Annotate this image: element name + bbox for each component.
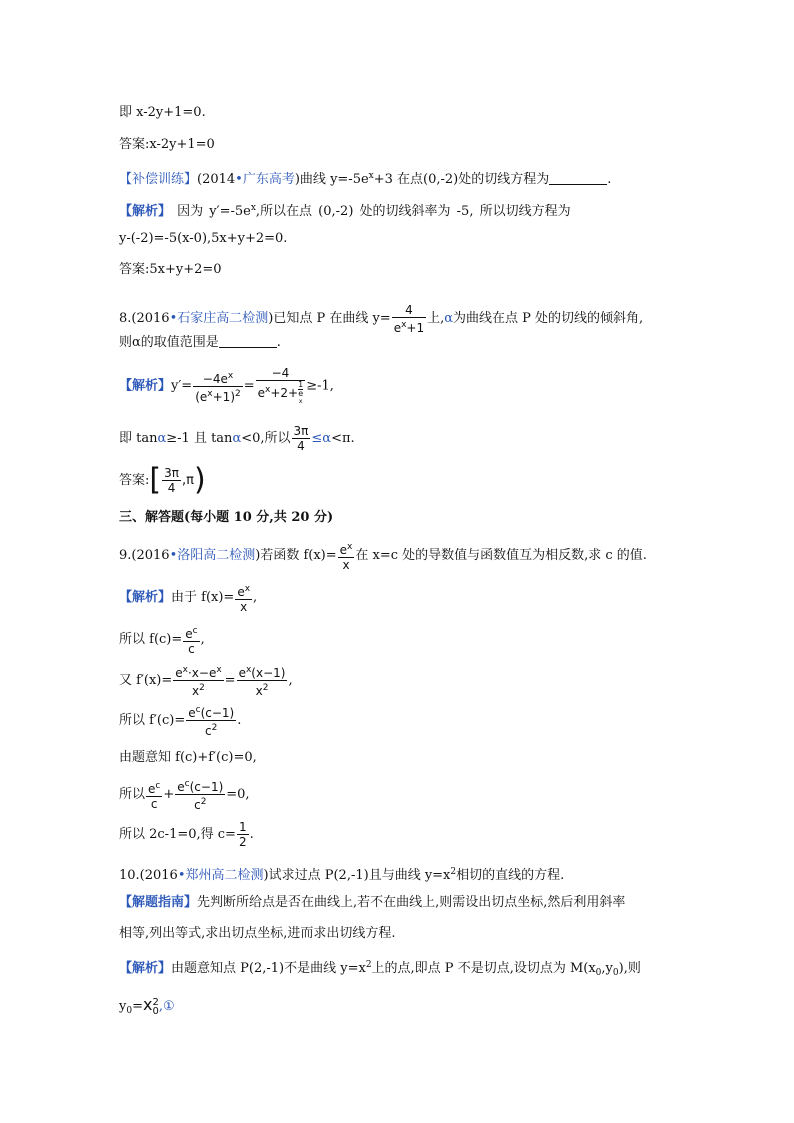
denominator: c bbox=[188, 641, 195, 656]
numerator: 1 bbox=[238, 820, 247, 834]
text: x bbox=[143, 995, 153, 1014]
text: 即 x-2y+1=0. bbox=[119, 105, 206, 120]
denominator bbox=[186, 721, 236, 738]
text: (c−1) bbox=[189, 780, 224, 794]
numerator: 1 bbox=[298, 380, 304, 389]
question-10 bbox=[119, 862, 564, 886]
right-paren: ) bbox=[193, 462, 206, 498]
sup: 2 bbox=[199, 683, 205, 693]
denominator: x bbox=[342, 557, 350, 572]
answer-8 bbox=[119, 463, 206, 499]
sup: x bbox=[227, 370, 234, 381]
text: c bbox=[205, 724, 212, 738]
text: )曲线 y=-5e bbox=[294, 172, 369, 187]
text: ,y bbox=[601, 961, 613, 976]
sup: c bbox=[195, 705, 201, 715]
source: 洛阳高二检测 bbox=[177, 548, 256, 563]
sup: 2 bbox=[450, 867, 457, 877]
text: ),则 bbox=[618, 961, 641, 976]
sup: x bbox=[401, 319, 407, 330]
text: + bbox=[163, 787, 175, 802]
numerator bbox=[237, 663, 288, 681]
sup: 2 bbox=[262, 683, 269, 693]
tag-analysis: 【解析】 bbox=[119, 204, 172, 219]
sup: c bbox=[155, 780, 161, 791]
sub: 0 bbox=[612, 968, 619, 978]
supplementary-analysis-cont bbox=[119, 229, 287, 249]
sup: x bbox=[207, 388, 213, 399]
text: = bbox=[224, 673, 236, 688]
sub: 0 bbox=[126, 1006, 133, 1016]
question-8-cont bbox=[119, 333, 281, 353]
fraction bbox=[173, 663, 223, 698]
fraction bbox=[256, 366, 306, 406]
denominator: x bbox=[240, 599, 248, 614]
denominator bbox=[298, 390, 303, 406]
text: )若函数 f(x)= bbox=[255, 548, 337, 563]
text: y′= bbox=[171, 378, 193, 394]
numerator bbox=[146, 779, 162, 797]
text: 答案: bbox=[119, 473, 150, 488]
denominator: 4 bbox=[297, 439, 305, 453]
text: (2014 bbox=[197, 172, 236, 187]
text: e bbox=[257, 386, 266, 400]
text: 上的点,即点 P 不是切点,设切点为 M(x bbox=[371, 961, 596, 976]
sup: c bbox=[192, 625, 198, 636]
text: 三、解答题(每小题 10 分,共 20 分) bbox=[119, 510, 334, 525]
text: 则α的取值范围是 bbox=[119, 335, 219, 350]
sub: 0 bbox=[595, 968, 602, 978]
left-bracket: [ bbox=[149, 462, 162, 498]
text: <π. bbox=[331, 431, 355, 446]
guide-10-cont bbox=[119, 924, 396, 944]
sub: 0 bbox=[152, 1005, 159, 1017]
text: x bbox=[255, 684, 263, 698]
text: e bbox=[298, 389, 304, 398]
analysis-8 bbox=[119, 366, 334, 407]
sup: x bbox=[250, 203, 256, 213]
alpha: α bbox=[444, 311, 454, 326]
numerator bbox=[338, 540, 355, 558]
numerator: 3π bbox=[293, 424, 309, 438]
text: +1) bbox=[212, 389, 235, 404]
text: , bbox=[253, 590, 258, 605]
tag-analysis: 【解析】 bbox=[119, 961, 172, 976]
sup: x bbox=[347, 541, 353, 552]
sup: x bbox=[182, 665, 188, 675]
denominator bbox=[256, 381, 306, 406]
text: 相等,列出等式,求出切点坐标,进而求出切线方程. bbox=[119, 926, 396, 941]
numerator: 4 bbox=[392, 303, 426, 318]
text: , bbox=[288, 673, 293, 688]
denominator bbox=[392, 318, 426, 335]
text: . bbox=[276, 335, 281, 350]
fraction bbox=[292, 424, 311, 453]
guide-10 bbox=[119, 893, 625, 913]
fraction bbox=[175, 777, 225, 812]
text: e bbox=[177, 780, 185, 794]
analysis-8-cont bbox=[119, 421, 355, 457]
text: e bbox=[238, 666, 246, 680]
text: 所以 bbox=[119, 787, 146, 802]
source: 广东高考 bbox=[242, 172, 295, 187]
tag-analysis: 【解析】 bbox=[119, 590, 172, 605]
analysis-10-cont bbox=[119, 990, 175, 1026]
alpha: α bbox=[322, 431, 332, 446]
sup: x bbox=[298, 398, 303, 405]
text: = bbox=[243, 378, 255, 394]
fraction bbox=[392, 303, 426, 335]
numerator bbox=[235, 582, 252, 600]
text: 上, bbox=[427, 311, 445, 326]
text: . bbox=[249, 827, 254, 842]
text: e bbox=[237, 584, 245, 599]
sup: 2 bbox=[152, 996, 159, 1008]
sup: x bbox=[244, 583, 251, 594]
text: e bbox=[148, 781, 156, 796]
text: 8.(2016 bbox=[119, 311, 170, 326]
line-answer-2 bbox=[119, 260, 222, 280]
sup: 2 bbox=[200, 797, 207, 807]
sup: c bbox=[184, 779, 190, 789]
text: 相切的直线的方程. bbox=[456, 868, 565, 883]
text: . bbox=[607, 172, 612, 187]
analysis-10 bbox=[119, 955, 641, 983]
text: e bbox=[339, 542, 348, 557]
fraction bbox=[237, 663, 288, 698]
text: 又 f′(x)= bbox=[119, 673, 173, 688]
fraction bbox=[186, 703, 236, 738]
text: +3 在点(0,-2)处的切线方程为 bbox=[373, 172, 550, 187]
numerator bbox=[175, 777, 225, 795]
text: −4e bbox=[202, 371, 228, 386]
answer-blank bbox=[549, 170, 607, 185]
denominator: 4 bbox=[167, 481, 176, 495]
numerator bbox=[183, 624, 199, 642]
numerator bbox=[186, 703, 236, 721]
small-fraction bbox=[298, 381, 303, 406]
sup: x bbox=[368, 171, 374, 181]
text: ≥-1, bbox=[306, 378, 334, 394]
supplementary-question bbox=[119, 166, 611, 190]
text: e bbox=[393, 320, 402, 335]
sup: x bbox=[216, 665, 222, 675]
text: c bbox=[194, 798, 201, 812]
denominator bbox=[193, 387, 243, 404]
answer-blank bbox=[219, 333, 277, 348]
text: )已知点 P 在曲线 y= bbox=[268, 311, 391, 326]
numerator: 3π bbox=[164, 466, 179, 480]
dot: • bbox=[235, 172, 243, 187]
line-answer-1 bbox=[119, 135, 215, 155]
text: ,① bbox=[158, 999, 175, 1014]
tag-supplementary: 【补偿训练】 bbox=[119, 172, 198, 187]
text: 9.(2016 bbox=[119, 548, 170, 563]
question-9 bbox=[119, 536, 647, 576]
analysis-9-line-5 bbox=[119, 748, 257, 768]
sup: 2 bbox=[365, 960, 372, 970]
analysis-9-line-3 bbox=[119, 661, 293, 701]
dot: • bbox=[169, 548, 178, 563]
text: = bbox=[132, 999, 143, 1014]
text: 所以 2c-1=0,得 c= bbox=[119, 827, 236, 842]
text: 由题意知 f(c)+f′(c)=0, bbox=[119, 750, 257, 765]
sup: 2 bbox=[235, 388, 241, 399]
text: x bbox=[192, 684, 200, 698]
analysis-9-line-1 bbox=[119, 578, 257, 618]
fraction bbox=[338, 540, 355, 572]
text: ≤ bbox=[311, 431, 323, 446]
text: +1 bbox=[406, 320, 425, 335]
analysis-9-line-4 bbox=[119, 701, 241, 741]
text: e bbox=[185, 626, 193, 641]
text: ·x−e bbox=[187, 666, 217, 680]
text: 答案:x-2y+1=0 bbox=[119, 137, 215, 152]
fraction bbox=[183, 624, 199, 656]
text: 由题意知点 P(2,-1)不是曲线 y=x bbox=[171, 961, 366, 976]
denominator bbox=[173, 681, 223, 698]
text: 因为 y′=-5e bbox=[177, 204, 251, 219]
denominator bbox=[175, 795, 225, 812]
text: 在 x=c 处的导数值与函数值互为相反数,求 c 的值. bbox=[355, 548, 647, 563]
numerator bbox=[193, 369, 243, 387]
sup: x bbox=[265, 385, 271, 395]
source: 石家庄高二检测 bbox=[177, 311, 269, 326]
denominator bbox=[237, 681, 288, 698]
line-tangent-result bbox=[119, 103, 206, 123]
dot: • bbox=[177, 868, 186, 883]
text: 即 tan bbox=[119, 431, 158, 446]
text: y bbox=[119, 999, 127, 1014]
text: . bbox=[237, 713, 242, 728]
fraction bbox=[235, 582, 252, 614]
text: 10.(2016 bbox=[119, 868, 178, 883]
fraction bbox=[146, 779, 162, 811]
fraction bbox=[193, 369, 243, 404]
text: , bbox=[200, 632, 205, 647]
text: ≥-1 且 tan bbox=[166, 431, 233, 446]
numerator: −4 bbox=[256, 366, 306, 381]
text: e bbox=[188, 706, 196, 720]
alpha: α bbox=[232, 431, 242, 446]
text: ,π bbox=[181, 473, 194, 488]
text: )试求过点 P(2,-1)且与曲线 y=x bbox=[263, 868, 451, 883]
tag-analysis: 【解析】 bbox=[119, 378, 172, 394]
denominator: c bbox=[150, 796, 158, 811]
text: (x−1) bbox=[251, 666, 286, 680]
section-heading bbox=[119, 508, 333, 528]
text: e bbox=[175, 666, 183, 680]
text: 答案:5x+y+2=0 bbox=[119, 262, 222, 277]
dot: • bbox=[169, 311, 178, 326]
text: (e bbox=[195, 389, 208, 404]
tag-guide: 【解题指南】 bbox=[119, 895, 198, 910]
text: 所以 f(c)= bbox=[119, 632, 183, 647]
analysis-9-line-6 bbox=[119, 775, 250, 815]
sup: 2 bbox=[211, 723, 218, 733]
alpha: α bbox=[157, 431, 167, 446]
source: 郑州高二检测 bbox=[185, 868, 264, 883]
analysis-9-line-7 bbox=[119, 815, 254, 855]
text: =0, bbox=[226, 787, 250, 802]
fraction bbox=[237, 820, 249, 849]
numerator bbox=[173, 663, 223, 681]
text: +2+ bbox=[270, 386, 299, 400]
denominator: 2 bbox=[238, 835, 247, 849]
text: (c−1) bbox=[200, 706, 235, 720]
sup: x bbox=[245, 665, 252, 675]
text: 先判断所给点是否在曲线上,若不在曲线上,则需设出切点坐标,然后利用斜率 bbox=[197, 895, 626, 910]
fraction bbox=[162, 466, 181, 495]
text: 由于 f(x)= bbox=[171, 590, 235, 605]
text: 所以 f′(c)= bbox=[119, 713, 186, 728]
text: <0,所以 bbox=[241, 431, 291, 446]
text: y-(-2)=-5(x-0),5x+y+2=0. bbox=[119, 231, 288, 246]
analysis-9-line-2 bbox=[119, 620, 205, 660]
text: 为曲线在点 P 处的切线的倾斜角, bbox=[453, 311, 644, 326]
supplementary-analysis bbox=[119, 198, 571, 222]
text: ,所以在点 (0,-2) 处的切线斜率为 -5, 所以切线方程为 bbox=[255, 204, 571, 219]
